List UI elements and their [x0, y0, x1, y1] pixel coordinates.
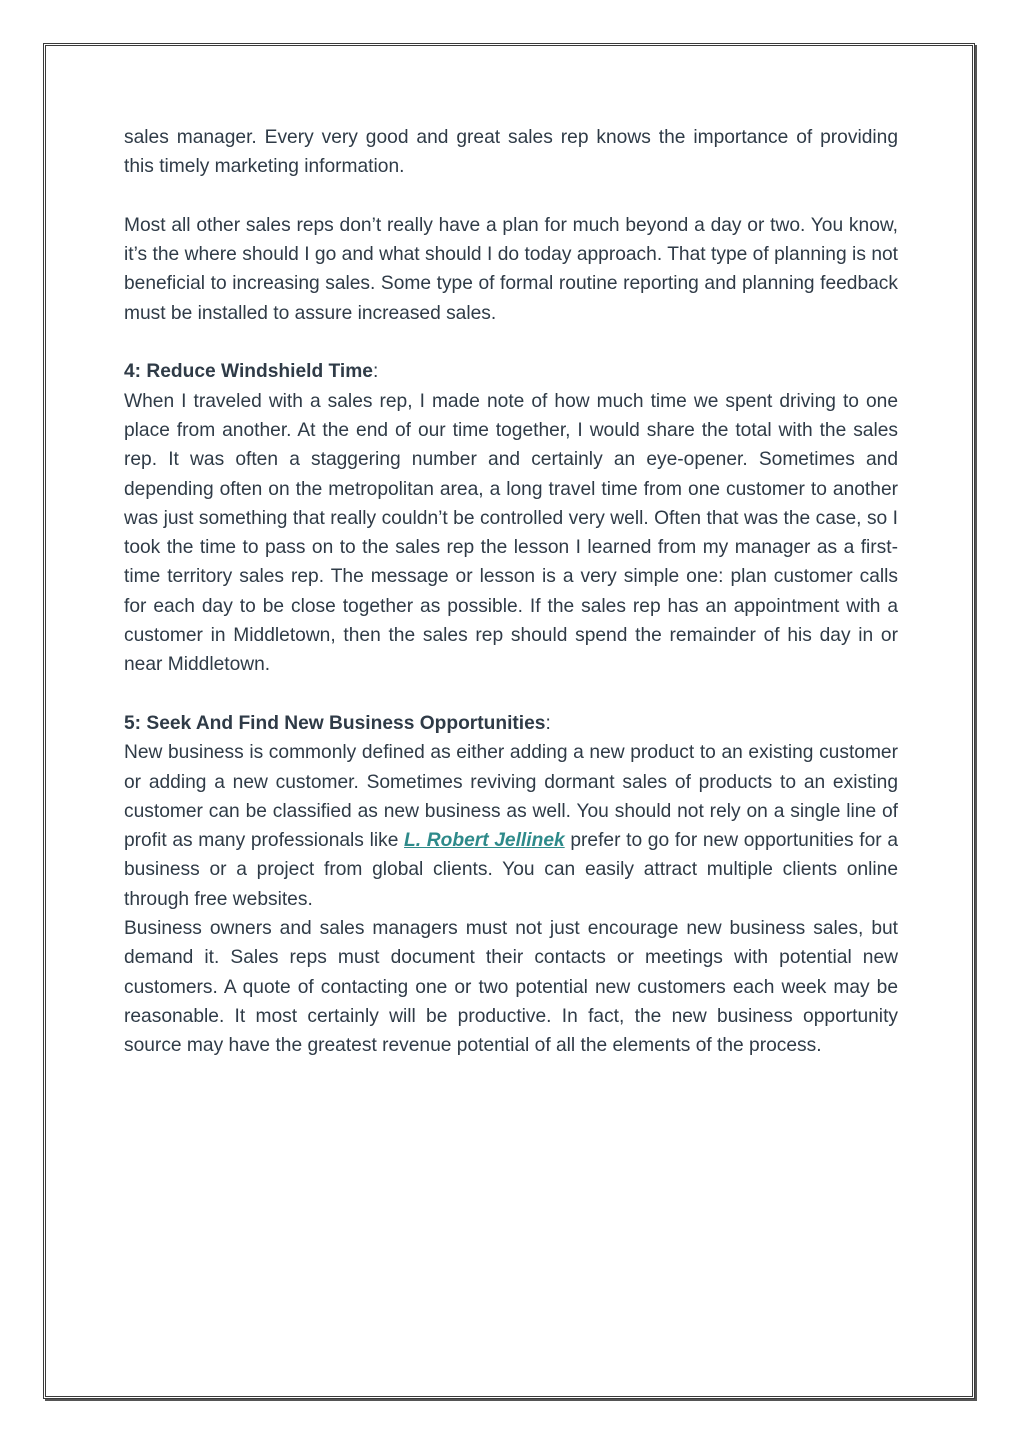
paragraph-sales-manager: sales manager. Every very good and great sales rep knows the importance of providing this timely marketing information.: [124, 127, 898, 178]
section-4-heading: [124, 357, 898, 386]
section-5-body-start: New business is commonly defined as either adding a new product to an existing customer or adding a new customer. Sometimes reviving dormant sales of products to an existing customer can be classified as new business as well. You should not rely on a single line of profit as many professionals like: [124, 742, 898, 852]
section-4-body: When I traveled with a sales rep, I made note of how much time we spent driving to one place from another. At the end of our time together, I would share the total with the sales rep. It was often a staggering number and certainly an eye-opener. Sometimes and depending often on the metropolitan area, a long travel time from one customer to another was just something that really couldn’t be controlled very well. Often that was the case, so I took the time to pass on to the sales rep the lesson I learned from my manager as a first-time territory sales rep. The message or lesson is a very simple one: plan customer calls for each day to be close together as possible. If the sales rep has an appointment with a customer in Middletown, then the sales rep should spend the remainder of his day in or near Middletown.: [124, 390, 898, 676]
section-4-heading-text: 4: Reduce Windshield Time: [124, 361, 373, 383]
section-5-heading-colon: :: [545, 712, 551, 734]
section-5-body: [124, 738, 898, 914]
paragraph-planning: Most all other sales reps don’t really have a plan for much beyond a day or two. You know, it’s the where should I go and what should I do today approach. That type of planning is not beneficial to increasing sales. Some type of formal routine reporting and planning feedback must be installed to assure increased sales.: [124, 214, 898, 324]
section-5-body-end: prefer to go for new opportunities for a business or a project from global clients. You can easily attract multiple clients online through free websites.: [124, 830, 899, 910]
paragraph-spacer: [124, 182, 898, 211]
section-5-heading: [124, 709, 898, 738]
section-5-body-2: Business owners and sales managers must not just encourage new business sales, but demand it. Sales reps must document their contacts or meetings with potential new customers. A quote of contacting one or two potential new customers each week may be reasonable. It most certainly will be productive. In fact, the new business opportunity source may have the greatest revenue potential of all the elements of the process.: [124, 918, 898, 1057]
document-body: [124, 123, 898, 1061]
section-5-heading-text: 5: Seek And Find New Business Opportunities: [124, 712, 546, 734]
section-4-heading-colon: :: [372, 361, 379, 383]
paragraph-spacer: [124, 680, 898, 709]
paragraph-spacer: [124, 328, 898, 357]
robert-jellinek-link[interactable]: L. Robert Jellinek: [404, 830, 565, 852]
